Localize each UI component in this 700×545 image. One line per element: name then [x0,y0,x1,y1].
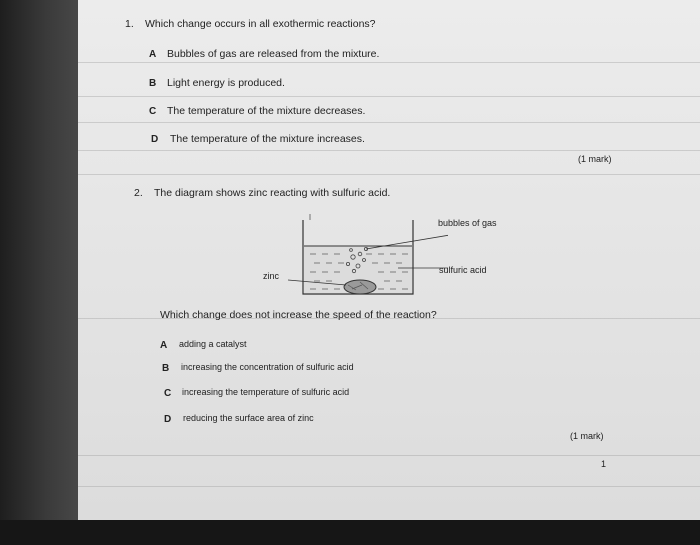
q1-option-a-letter: A [149,49,157,60]
q2-option-b-letter: B [162,363,170,374]
screen-line [78,486,700,487]
q2-marks: (1 mark) [570,431,604,441]
worksheet-page [78,0,700,520]
q1-option-c-letter: C [149,106,157,117]
q2-option-b-text: increasing the concentration of sulfuric acid [181,362,354,372]
monitor-bezel-bottom [0,520,700,545]
q1-option-c-text: The temperature of the mixture decreases. [167,105,366,117]
screen-line [78,174,700,175]
q2-option-a-text: adding a catalyst [179,339,247,349]
label-bubbles-of-gas: bubbles of gas [438,218,497,228]
q1-question: Which change occurs in all exothermic reactions? [145,18,376,30]
monitor-bezel-left [0,0,84,545]
screen-line [78,122,700,123]
screen-line [78,96,700,97]
screen-line [78,455,700,456]
q1-marks: (1 mark) [578,154,612,164]
q2-option-d-text: reducing the surface area of zinc [183,413,314,423]
q1-option-b-letter: B [149,78,157,89]
screen-line [78,150,700,151]
label-zinc: zinc [263,271,280,281]
q2-option-a-letter: A [160,340,168,351]
q2-question: Which change does not increase the speed of the reaction? [160,309,437,321]
q1-option-d-text: The temperature of the mixture increases. [170,133,365,145]
page-number: 1 [601,459,607,469]
q1-option-a-text: Bubbles of gas are released from the mixture. [167,48,380,60]
q2-option-c-text: increasing the temperature of sulfuric acid [182,387,350,397]
q1-option-d-letter: D [151,134,159,145]
screen-line [78,62,700,63]
q2-number: 2. [134,187,143,199]
label-sulfuric-acid: sulfuric acid [439,265,487,275]
q1-number: 1. [125,18,134,30]
q1-option-b-text: Light energy is produced. [167,77,285,89]
q2-option-c-letter: C [164,388,172,399]
q2-intro: The diagram shows zinc reacting with sulfuric acid. [154,187,391,199]
zinc-acid-diagram [248,208,448,304]
q2-option-d-letter: D [164,414,172,425]
